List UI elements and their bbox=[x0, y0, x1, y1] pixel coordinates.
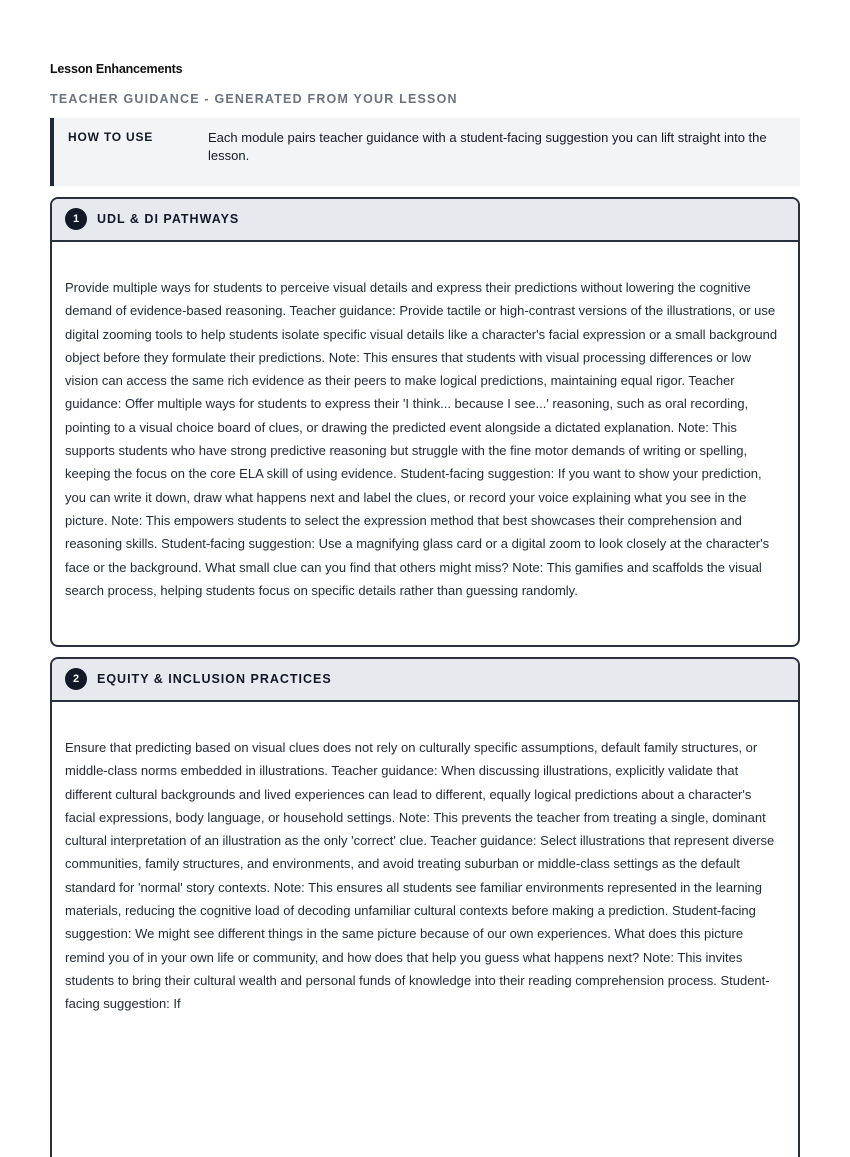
how-to-use-text: Each module pairs teacher guidance with a student-facing suggestion you can lift straight into the lesson. bbox=[208, 130, 767, 163]
module-title: EQUITY & INCLUSION PRACTICES bbox=[97, 672, 332, 686]
module-title: UDL & DI PATHWAYS bbox=[97, 212, 240, 226]
document-subtitle: TEACHER GUIDANCE - GENERATED FROM YOUR LESSON bbox=[50, 92, 458, 106]
how-to-use-label: HOW TO USE bbox=[68, 130, 154, 144]
how-to-use-callout bbox=[50, 118, 800, 186]
module-header bbox=[52, 659, 798, 702]
module-body-text: Provide multiple ways for students to perceive visual details and express their predictions without lowering the cognitive demand of evidence-based reasoning. Teacher guidance: Provide tactile or high-contrast versions of the illustrations, or use digital zooming tools to help students isolate specific visual details like a character's facial expression or a small background object before they formulate their predictions. Note: This ensures that students with visual processing differences or low vision can access the same rich evidence as their peers to make logical predictions, maintaining equal rigor. Teacher guidance: Offer multiple ways for students to express their 'I think... because I see...' reasoning, such as oral recording, pointing to a visual choice board of clues, or drawing the predicted event alongside a dictated explanation. Note: This supports students who have strong predictive reasoning but struggle with the fine motor demands of writing or spelling, keeping the focus on the core ELA skill of using evidence. Student-facing suggestion: If you want to show your prediction, you can write it down, draw what happens next and label the clues, or record your voice explaining what you see in the picture. Note: This empowers students to select the expression method that best showcases their comprehension and reasoning skills. Student-facing suggestion: Use a magnifying glass card or a digital zoom to look closely at the character's face or the background. What small clue can you find that others might miss? Note: This gamifies and scaffolds the visual search process, helping students focus on specific details rather than guessing randomly. bbox=[65, 280, 778, 598]
module-number-badge: 2 bbox=[65, 668, 87, 690]
document-title: Lesson Enhancements bbox=[50, 62, 183, 76]
module-body-text: Ensure that predicting based on visual clues does not rely on culturally specific assumptions, default family structures, or middle-class norms embedded in illustrations. Teacher guidance: When discussing illustrations, explicitly validate that different cultural backgrounds and lived experiences can lead to different, equally logical predictions about a character's facial expressions, body language, or household settings. Note: This prevents the teacher from treating a single, dominant cultural interpretation of an illustration as the only 'correct' clue. Teacher guidance: Select illustrations that represent diverse communities, family structures, and environments, and avoid treating suburban or middle-class settings as the default standard for 'normal' story contexts. Note: This ensures all students see familiar environments represented in the learning materials, reducing the cognitive load of decoding unfamiliar cultural contexts before making a prediction. Student-facing suggestion: We might see different things in the same picture because of our own experiences. What does this picture remind you of in your own life or community, and how does that help you guess what happens next? Note: This invites students to bring their cultural wealth and personal funds of knowledge into their reading comprehension process. Student-facing suggestion: If bbox=[65, 740, 775, 1012]
module-udl-di-pathways bbox=[50, 197, 800, 647]
module-header bbox=[52, 199, 798, 242]
module-equity-inclusion bbox=[50, 657, 800, 1157]
module-number-badge: 1 bbox=[65, 208, 87, 230]
